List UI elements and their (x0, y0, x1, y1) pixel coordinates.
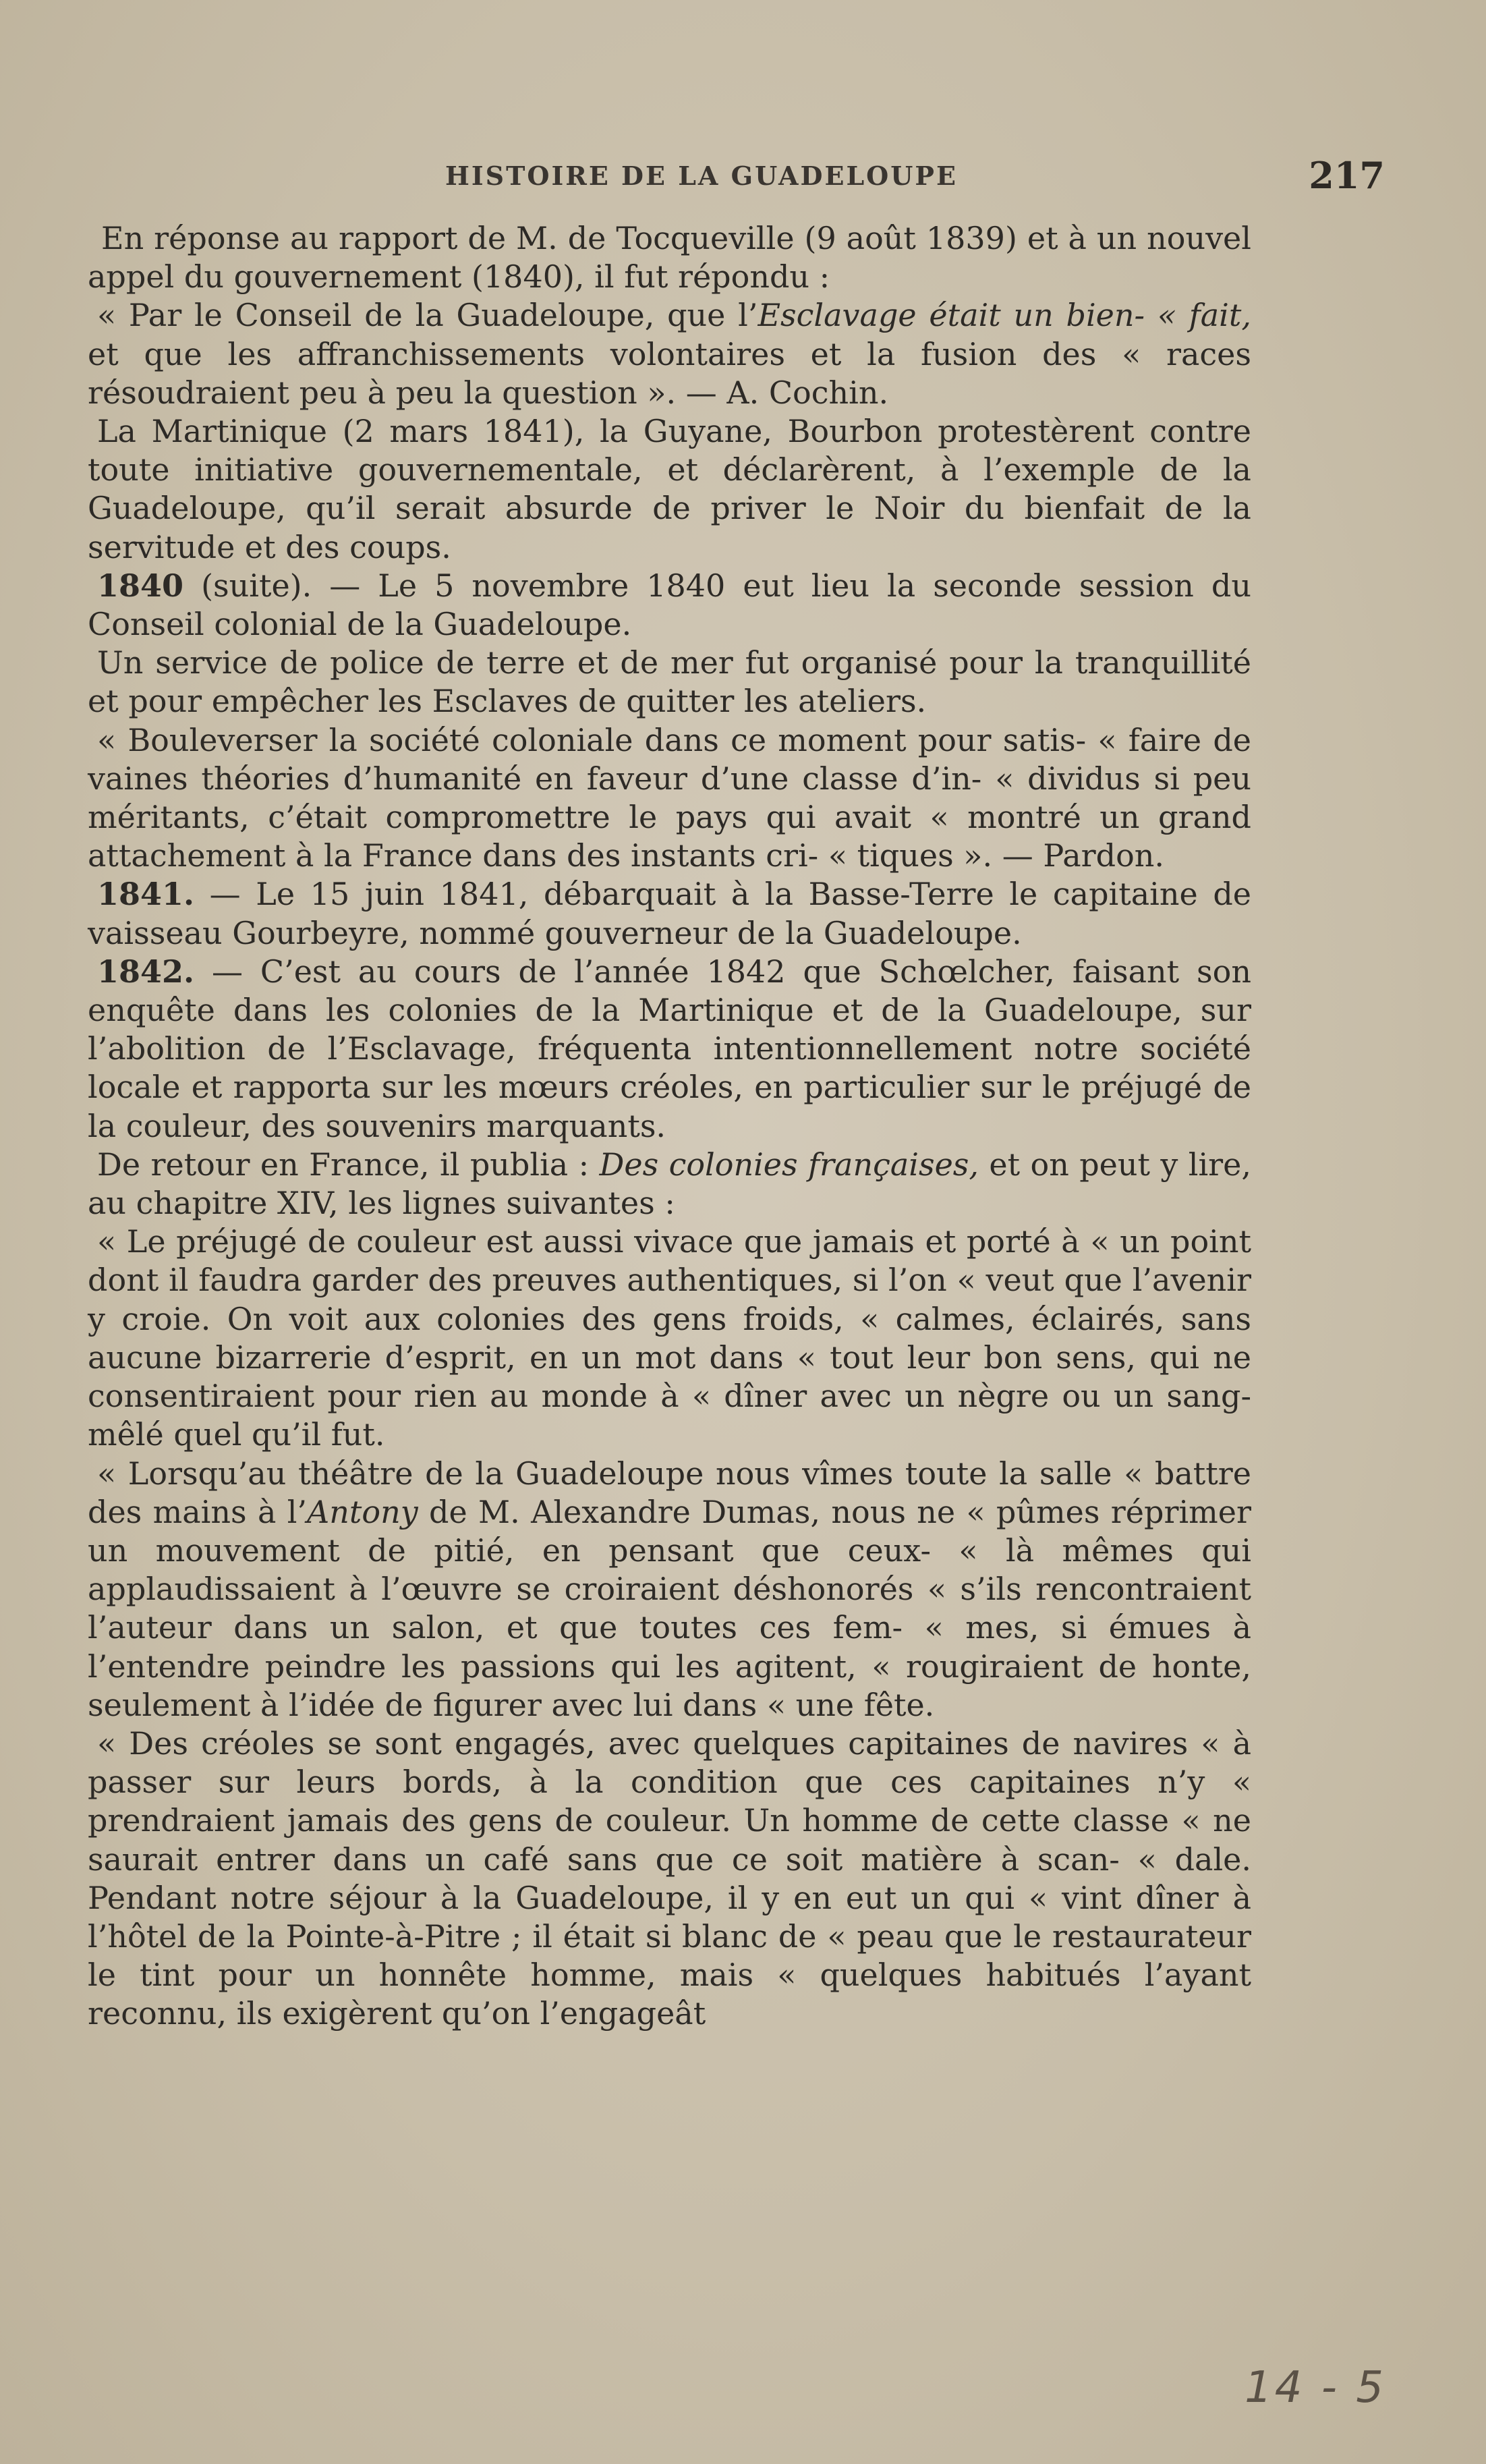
paragraph (88, 1223, 1251, 1454)
running-title: HISTOIRE DE LA GUADELOUPE (445, 161, 958, 191)
paragraph (88, 875, 1251, 952)
paragraph-text: (suite). — Le 5 novembre 1840 eut lieu la seconde session du Conseil colonial de la Guadeloupe. (88, 567, 1251, 643)
quote-text: « Le préjugé de couleur est aussi vivace que jamais et porté à « un point dont il faudra garder des preuves authentiques, si l’on « veut que l’avenir y croie. On voit aux colonies des gens froids, « calmes, éclairés, sans aucune bizarrerie d’esprit, en un mot dans « tout leur bon sens, qui ne consentiraient pour rien au monde à « dîner avec un nègre ou un sang-mêlé quel qu’il fut. (88, 1223, 1251, 1453)
paragraph (88, 1455, 1251, 1725)
paragraph-text: — C’est au cours de l’année 1842 que Schœlcher, faisant son enquête dans les colonies de la Martinique et de la Guadeloupe, sur l’abolition de l’Esclavage, fréquenta intentionnellement notre société locale et rapporta sur les mœurs créoles, en particulier sur le préjugé de la couleur, des souvenirs marquants. (88, 953, 1251, 1144)
year-heading: 1842. (97, 953, 195, 990)
quote-text: « Bouleverser la société coloniale dans ce moment pour satis- « faire de vaines théories d’humanité en faveur d’une classe d’in- « dividus si peu méritants, c’était compromettre le pays qui avait « montré un grand attachement à la France dans des instants cri- « tiques ». — Pardon. (88, 721, 1251, 874)
paragraph (88, 1725, 1251, 2034)
paragraph-text: Un service de police de terre et de mer fut organisé pour la tranquillité et pour empêcher les Esclaves de quitter les ateliers. (88, 644, 1251, 720)
paragraph (88, 296, 1251, 412)
paragraph (88, 412, 1251, 567)
quote-text: de M. Alexandre Dumas, nous ne « pûmes réprimer un mouvement de pitié, en pensant que ceux- « là mêmes qui applaudissaient à l’œuvre se croiraient déshonorés « s’ils rencontraient l’auteur dans un salon, et que toutes ces fem- « mes, si émues à l’entendre peindre les passions qui les agitent, « rougiraient de honte, seulement à l’idée de figurer avec lui dans « une fête. (88, 1493, 1251, 1723)
year-heading: 1841. (97, 876, 195, 913)
book-title: Des colonies françaises, (599, 1146, 979, 1183)
paragraph-text: En réponse au rapport de M. de Tocqueville (9 août 1839) et à un nouvel appel du gouvernement (1840), il fut répondu : (88, 220, 1251, 296)
paragraph-text: et on peut y lire, au chapitre XIV, les lignes suivantes : (88, 1146, 1251, 1222)
quote-text: « Par le Conseil de la Guadeloupe, que l’ (97, 297, 758, 334)
paragraph (88, 644, 1251, 721)
quote-text: « Lorsqu’au théâtre de la Guadeloupe nous vîmes toute la salle « battre des mains à l’ (88, 1455, 1251, 1530)
page-number: 217 (1309, 154, 1385, 197)
play-title: Antony (307, 1493, 418, 1530)
quote-text: et que les affranchissements volontaires et la fusion des « races résoudraient peu à peu la question ». — A. Cochin. (88, 335, 1251, 411)
year-heading: 1840 (97, 567, 184, 604)
paragraph (88, 1146, 1251, 1223)
paragraph-text: La Martinique (2 mars 1841), la Guyane, Bourbon protestèrent contre toute initiative gouvernementale, et déclarèrent, à l’exemple de la Guadeloupe, qu’il serait absurde de priver le Noir du bienfait de la servitude et des coups. (88, 413, 1251, 565)
quote-text: « Des créoles se sont engagés, avec quelques capitaines de navires « à passer sur leurs bords, à la condition que ces capitaines n’y « prendraient jamais des gens de couleur. Un homme de cette classe « ne saurait entrer dans un café sans que ce soit matière à scan- « dale. Pendant notre séjour à la Guadeloupe, il y en eut un qui « vint dîner à l’hôtel de la Pointe-à-Pitre ; il était si blanc de « peau que le restaurateur le tint pour un honnête homme, mais « quelques habitués l’ayant reconnu, ils exigèrent qu’on l’engageât (88, 1725, 1251, 2032)
handwritten-annotation: 14 - 5 (1245, 2363, 1386, 2413)
paragraph-text: De retour en France, il publia : (97, 1146, 600, 1183)
page-body (88, 219, 1251, 2034)
paragraph (88, 567, 1251, 644)
page-header (88, 154, 1385, 201)
paragraph (88, 953, 1251, 1146)
paragraph (88, 721, 1251, 876)
paragraph-text: — Le 15 juin 1841, débarquait à la Basse-Terre le capitaine de vaisseau Gourbeyre, nommé gouverneur de la Guadeloupe. (88, 876, 1251, 951)
quote-italic-text: Esclavage était un bien- « fait, (758, 297, 1251, 334)
paragraph (88, 219, 1251, 296)
